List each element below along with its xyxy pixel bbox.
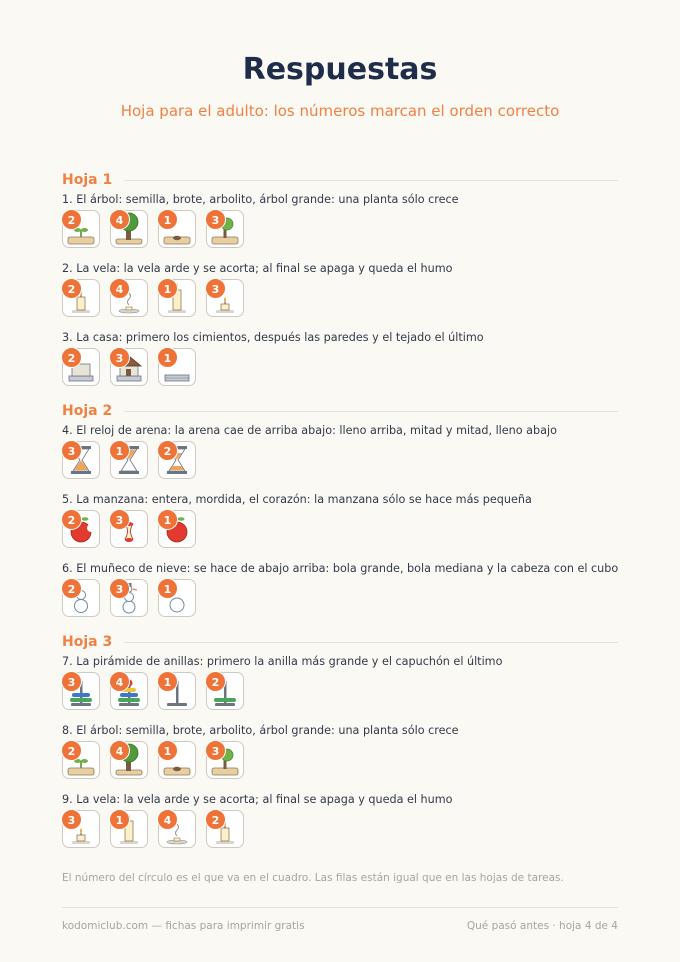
- order-number-badge: 3: [109, 347, 130, 368]
- question-text: 1. El árbol: semilla, brote, arbolito, árbol grande: una planta sólo crece: [62, 193, 459, 206]
- section-divider: [124, 642, 618, 643]
- answer-item: [62, 723, 618, 785]
- order-number-badge: 1: [157, 578, 178, 599]
- picture-card: [206, 279, 244, 317]
- picture-card: [110, 741, 148, 779]
- footer-divider: [62, 907, 618, 908]
- picture-card: [62, 810, 100, 848]
- order-number-badge: 3: [109, 578, 130, 599]
- order-number-badge: 4: [157, 809, 178, 830]
- order-number-badge: 2: [205, 809, 226, 830]
- picture-row: [62, 510, 618, 554]
- picture-card: [110, 441, 148, 479]
- question-text: 5. La manzana: entera, mordida, el corazón: la manzana sólo se hace más pequeña: [62, 493, 532, 506]
- order-number-badge: 4: [109, 740, 130, 761]
- order-number-badge: 1: [157, 347, 178, 368]
- section-header: [62, 168, 618, 192]
- order-number-badge: 1: [109, 440, 130, 461]
- footnote: El número del círculo es el que va en el cuadro. Las filas están igual que en las hojas de tareas.: [62, 872, 564, 884]
- question-text: 6. El muñeco de nieve: se hace de abajo arriba: bola grande, bola mediana y la cabeza con el cubo: [62, 562, 619, 575]
- picture-card: [158, 810, 196, 848]
- order-number-badge: 2: [205, 671, 226, 692]
- order-number-badge: 2: [61, 578, 82, 599]
- footer-site: kodomiclub.com — fichas para imprimir gratis: [62, 920, 305, 932]
- order-number-badge: 4: [109, 278, 130, 299]
- answer-item: [62, 654, 618, 716]
- answer-item: [62, 561, 618, 623]
- question-text: 3. La casa: primero los cimientos, después las paredes y el tejado el último: [62, 331, 484, 344]
- order-number-badge: 2: [61, 278, 82, 299]
- order-number-badge: 3: [109, 509, 130, 530]
- picture-card: [62, 210, 100, 248]
- picture-card: [62, 672, 100, 710]
- picture-card: [158, 348, 196, 386]
- order-number-badge: 1: [157, 209, 178, 230]
- page-subtitle: Hoja para el adulto: los números marcan el orden correcto: [120, 102, 560, 120]
- picture-card: [110, 348, 148, 386]
- picture-card: [110, 579, 148, 617]
- order-number-badge: 4: [109, 671, 130, 692]
- section-header: [62, 630, 618, 654]
- order-number-badge: 3: [61, 671, 82, 692]
- question-text: 2. La vela: la vela arde y se acorta; al final se apaga y queda el humo: [62, 262, 453, 275]
- picture-card: [62, 348, 100, 386]
- order-number-badge: 3: [61, 440, 82, 461]
- order-number-badge: 3: [205, 209, 226, 230]
- order-number-badge: 3: [205, 278, 226, 299]
- order-number-badge: 4: [109, 209, 130, 230]
- order-number-badge: 1: [157, 509, 178, 530]
- picture-card: [158, 510, 196, 548]
- question-text: 9. La vela: la vela arde y se acorta; al final se apaga y queda el humo: [62, 793, 453, 806]
- order-number-badge: 1: [109, 809, 130, 830]
- section-label: Hoja 1: [62, 172, 113, 188]
- picture-card: [206, 210, 244, 248]
- order-number-badge: 2: [61, 740, 82, 761]
- order-number-badge: 2: [61, 347, 82, 368]
- order-number-badge: 3: [205, 740, 226, 761]
- picture-card: [110, 810, 148, 848]
- picture-card: [158, 210, 196, 248]
- picture-card: [110, 672, 148, 710]
- picture-row: [62, 741, 618, 785]
- section-divider: [124, 411, 618, 412]
- answer-item: [62, 261, 618, 323]
- picture-card: [206, 810, 244, 848]
- answer-item: [62, 192, 618, 254]
- order-number-badge: 3: [61, 809, 82, 830]
- question-text: 8. El árbol: semilla, brote, arbolito, árbol grande: una planta sólo crece: [62, 724, 459, 737]
- picture-card: [158, 441, 196, 479]
- picture-card: [158, 279, 196, 317]
- footer-page-info: Qué pasó antes · hoja 4 de 4: [466, 920, 618, 932]
- picture-card: [158, 672, 196, 710]
- section-divider: [124, 180, 618, 181]
- question-text: 4. El reloj de arena: la arena cae de arriba abajo: lleno arriba, mitad y mitad, lleno abajo: [62, 424, 557, 437]
- picture-card: [110, 279, 148, 317]
- picture-card: [158, 579, 196, 617]
- picture-row: [62, 348, 618, 392]
- picture-card: [206, 672, 244, 710]
- order-number-badge: 2: [61, 509, 82, 530]
- picture-row: [62, 279, 618, 323]
- picture-card: [110, 510, 148, 548]
- question-text: 7. La pirámide de anillas: primero la anilla más grande y el capuchón el último: [62, 655, 503, 668]
- order-number-badge: 1: [157, 671, 178, 692]
- order-number-badge: 1: [157, 740, 178, 761]
- picture-row: [62, 579, 618, 623]
- picture-row: [62, 441, 618, 485]
- order-number-badge: 2: [157, 440, 178, 461]
- answer-item: [62, 423, 618, 485]
- section-label: Hoja 3: [62, 634, 113, 650]
- picture-card: [206, 741, 244, 779]
- answer-item: [62, 330, 618, 392]
- picture-card: [62, 579, 100, 617]
- picture-row: [62, 672, 618, 716]
- picture-card: [62, 741, 100, 779]
- order-number-badge: 1: [157, 278, 178, 299]
- page-title: Respuestas: [242, 52, 438, 87]
- section-header: [62, 399, 618, 423]
- picture-card: [158, 741, 196, 779]
- order-number-badge: 2: [61, 209, 82, 230]
- picture-row: [62, 210, 618, 254]
- answer-item: [62, 792, 618, 854]
- section-label: Hoja 2: [62, 403, 113, 419]
- picture-row: [62, 810, 618, 854]
- picture-card: [62, 510, 100, 548]
- answers-list: [62, 168, 618, 861]
- picture-card: [110, 210, 148, 248]
- picture-card: [62, 441, 100, 479]
- answer-item: [62, 492, 618, 554]
- picture-card: [62, 279, 100, 317]
